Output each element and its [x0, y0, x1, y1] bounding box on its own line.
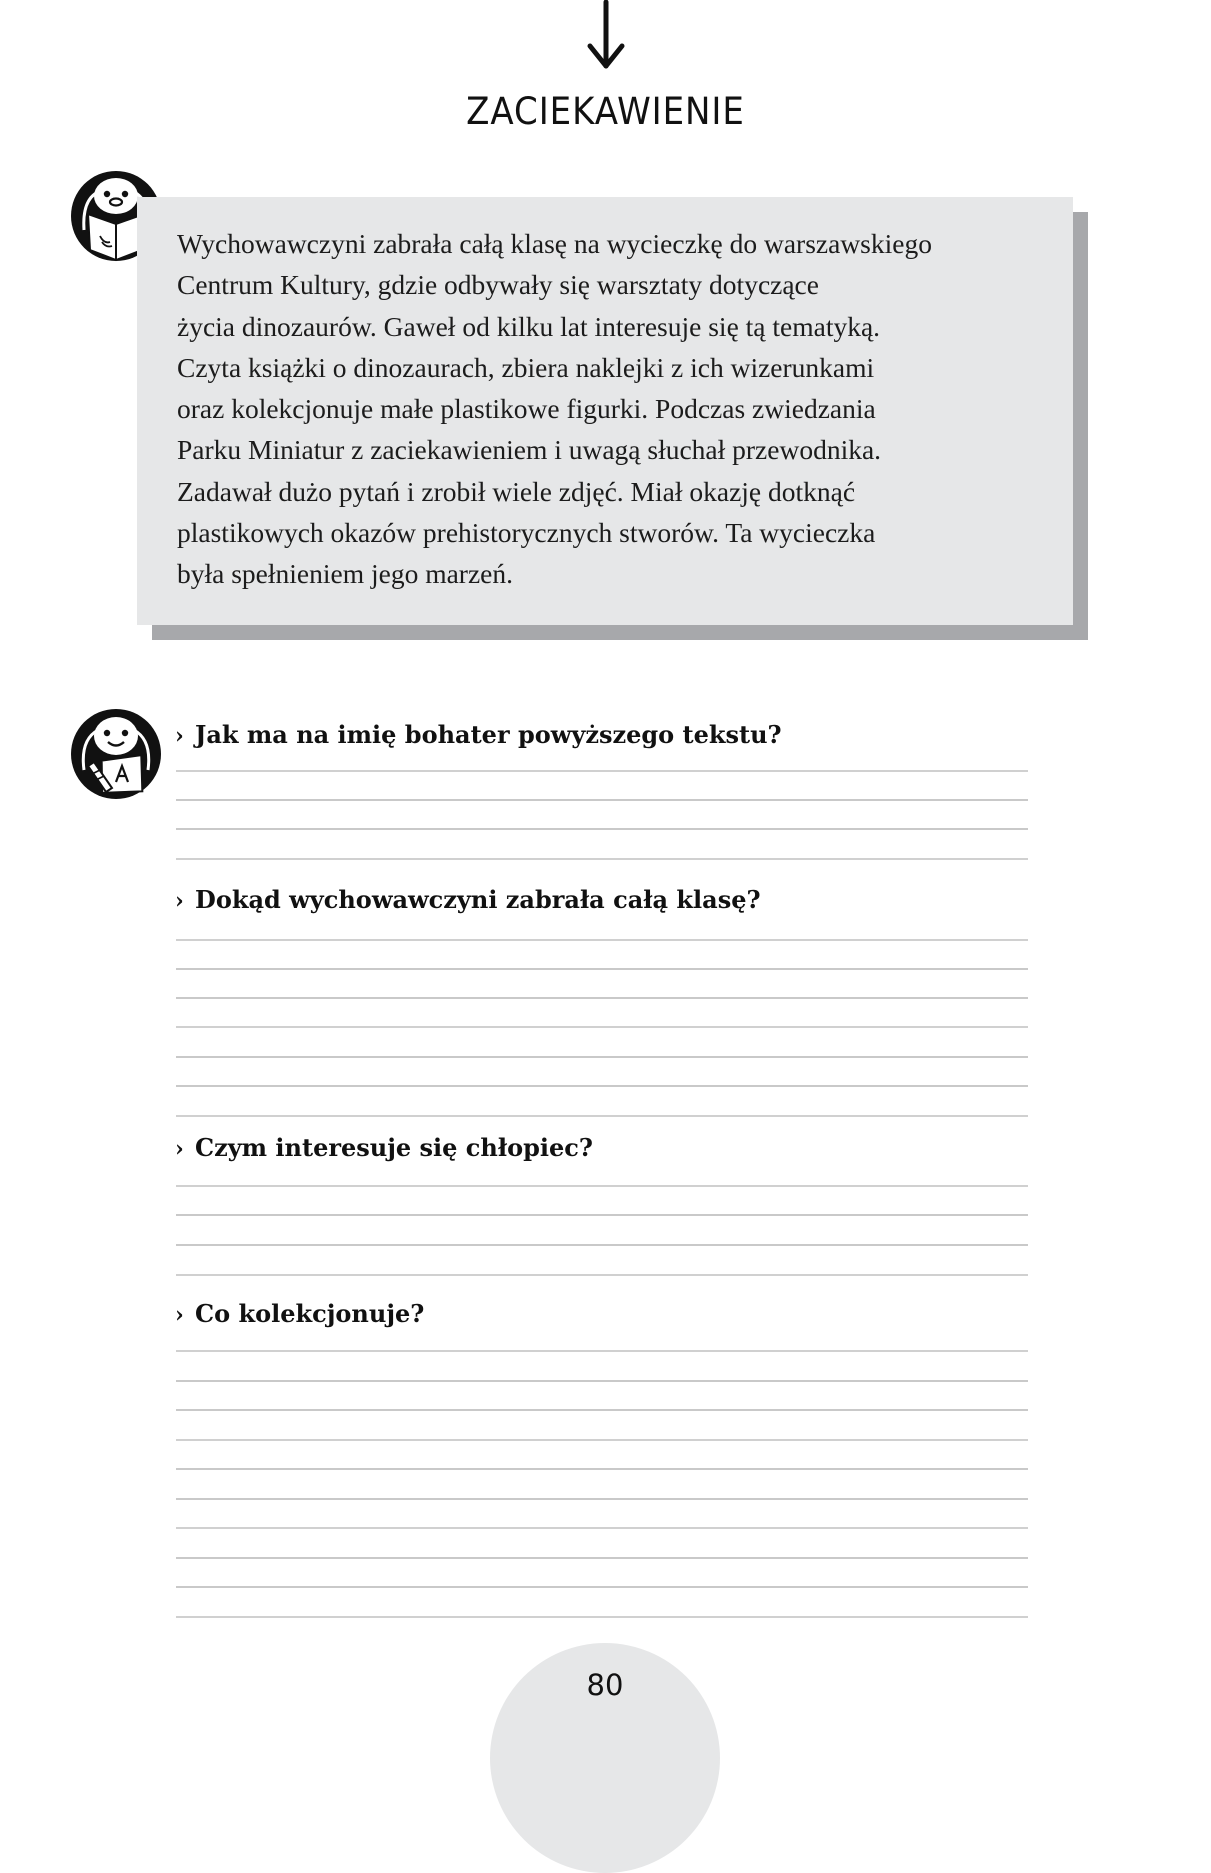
- answer-line[interactable]: [176, 858, 1028, 860]
- answer-line[interactable]: [176, 1056, 1028, 1058]
- chevron-right-icon: ›: [175, 1302, 184, 1328]
- question-text: Czym interesuje się chłopiec?: [195, 1133, 593, 1162]
- answer-line[interactable]: [176, 1409, 1028, 1411]
- section-heading: ZACIEKAWIENIE: [466, 90, 745, 133]
- story-line: Zadawał dużo pytań i zrobił wiele zdjęć. Miał okazję dotknąć: [177, 475, 856, 507]
- story-line: oraz kolekcjonuje małe plastikowe figurki. Podczas zwiedzania: [177, 393, 876, 425]
- answer-line[interactable]: [176, 1026, 1028, 1028]
- story-line: Czyta książki o dinozaurach, zbiera naklejki z ich wizerunkami: [177, 351, 875, 383]
- answer-line[interactable]: [176, 1085, 1028, 1087]
- story-text: [177, 223, 1057, 595]
- question-text: Dokąd wychowawczyni zabrała całą klasę?: [195, 885, 761, 914]
- answer-line[interactable]: [176, 1586, 1028, 1588]
- question-2: [175, 885, 761, 914]
- answer-line[interactable]: [176, 828, 1028, 830]
- page-number: 80: [586, 1668, 624, 1702]
- story-line: była spełnieniem jego marzeń.: [177, 558, 513, 590]
- answer-line[interactable]: [176, 1274, 1028, 1276]
- story-line: plastikowych okazów prehistorycznych stworów. Ta wycieczka: [177, 517, 876, 549]
- answer-line[interactable]: [176, 1115, 1028, 1117]
- question-3: [175, 1133, 593, 1162]
- story-line: Wychowawczyni zabrała całą klasę na wycieczkę do warszawskiego: [177, 228, 932, 259]
- story-line: życia dinozaurów. Gaweł od kilku lat interesuje się tą tematyką.: [177, 310, 881, 342]
- answer-line[interactable]: [176, 1350, 1028, 1352]
- answer-line[interactable]: [176, 799, 1028, 801]
- answer-line[interactable]: [176, 1468, 1028, 1470]
- answer-line[interactable]: [176, 1616, 1028, 1618]
- question-text: Co kolekcjonuje?: [195, 1299, 425, 1328]
- mascot-writing-icon: [70, 708, 162, 800]
- answer-line[interactable]: [176, 1214, 1028, 1216]
- answer-line[interactable]: [176, 1185, 1028, 1187]
- answer-line[interactable]: [176, 1498, 1028, 1500]
- answer-line[interactable]: [176, 1527, 1028, 1529]
- arrow-down-icon: [584, 0, 628, 72]
- question-4: [175, 1299, 424, 1328]
- answer-line[interactable]: [176, 770, 1028, 772]
- answer-line[interactable]: [176, 997, 1028, 999]
- answer-line[interactable]: [176, 1557, 1028, 1559]
- story-line: Centrum Kultury, gdzie odbywały się warsztaty dotyczące: [177, 269, 819, 301]
- question-1: [175, 720, 782, 749]
- chevron-right-icon: ›: [175, 723, 184, 749]
- question-text: Jak ma na imię bohater powyższego tekstu?: [195, 720, 782, 749]
- answer-line[interactable]: [176, 1439, 1028, 1441]
- chevron-right-icon: ›: [175, 888, 184, 914]
- answer-line[interactable]: [176, 1244, 1028, 1246]
- answer-line[interactable]: [176, 1380, 1028, 1382]
- answer-line[interactable]: [176, 968, 1028, 970]
- chevron-right-icon: ›: [175, 1136, 184, 1162]
- answer-line[interactable]: [176, 939, 1028, 941]
- story-line: Parku Miniatur z zaciekawieniem i uwagą słuchał przewodnika.: [177, 434, 882, 466]
